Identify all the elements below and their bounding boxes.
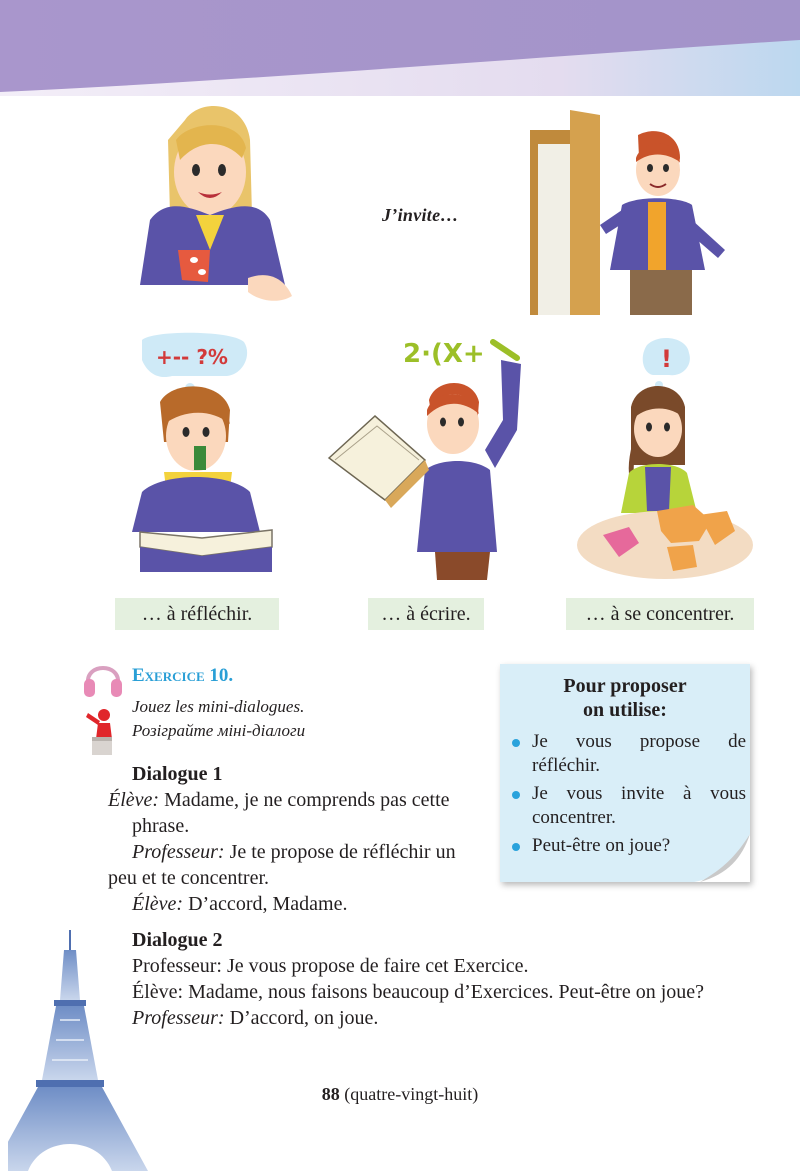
bullet-icon: [512, 791, 520, 799]
note-title-line-2: on utilise:: [583, 699, 667, 721]
line-text: D’accord, Madame.: [183, 893, 348, 915]
page-number-words: (quatre-vingt-huit): [339, 1084, 479, 1104]
note-item: Peut-être on joue?: [508, 834, 746, 858]
boy-at-door-illustration: [530, 110, 740, 315]
dialogue-2-heading: Dialogue 2: [132, 929, 223, 951]
boy-thinking-illustration: [112, 332, 282, 580]
dialogue-1: [108, 761, 488, 917]
dialogue-2: [108, 927, 758, 1031]
page-footer: [0, 1084, 800, 1105]
bullet-icon: [512, 843, 520, 851]
math-bubble-text: 2·(X+: [403, 339, 485, 369]
speaker-figure-icon: [84, 707, 126, 757]
dialogue-2-line-3: [108, 1005, 758, 1031]
speaker: Élève:: [108, 789, 160, 811]
instruction-fr: Jouez les mini-dialogues.: [132, 697, 305, 716]
dialogue-1-line-2: [108, 839, 488, 891]
caption-reflechir: … à réfléchir.: [115, 598, 279, 630]
headphones-icon: [82, 655, 124, 701]
line-text: Madame, je ne comprends pas cette phrase.: [132, 789, 450, 837]
bullet-icon: [512, 739, 520, 747]
line-text: D’accord, on joue.: [224, 1007, 379, 1029]
note-item: Je vous invite à vous concentrer.: [508, 782, 746, 830]
boy-writing-illustration: [325, 330, 535, 580]
eiffel-tower-illustration: [8, 930, 158, 1171]
dialogue-2-line-2: Élève: Madame, nous faisons beaucoup d’Exercices. Peut-être on joue?: [132, 981, 705, 1003]
line-text: Je te propose de réfléchir un peu et te concentrer.: [108, 841, 456, 889]
caption-ecrire: … à écrire.: [368, 598, 484, 630]
invite-caption: J’invite…: [382, 205, 459, 225]
instruction-uk: Розіграйте міні-діалоги: [132, 721, 306, 740]
dialogue-2-line-1: Professeur: Je vous propose de faire cet Exercice.: [132, 955, 529, 977]
teacher-with-cup-illustration: [130, 100, 295, 315]
speaker: Professeur:: [132, 841, 225, 863]
dialogue-1-line-3: [108, 891, 488, 917]
note-title: [500, 674, 750, 722]
top-decorative-band: [0, 0, 800, 96]
dialogue-1-line-1: [84, 787, 488, 839]
note-item: Je vous propose de réfléchir.: [508, 730, 746, 778]
page-curl-icon: [694, 834, 750, 882]
page-number: 88: [321, 1084, 340, 1104]
caption-concentrer: … à se concentrer.: [566, 598, 754, 630]
thinking-bubble-text: +-- ?%: [156, 345, 228, 369]
girl-puzzle-illustration: [575, 335, 755, 585]
speaker: Professeur:: [132, 1007, 225, 1029]
speaker: Élève:: [132, 893, 184, 915]
note-title-line-1: Pour proposer: [563, 675, 687, 697]
usage-note-box: [500, 664, 750, 882]
exercise-title: Exercice 10.: [132, 665, 234, 686]
dialogue-1-heading: Dialogue 1: [132, 763, 223, 785]
surprise-bubble-text: !: [661, 345, 672, 373]
